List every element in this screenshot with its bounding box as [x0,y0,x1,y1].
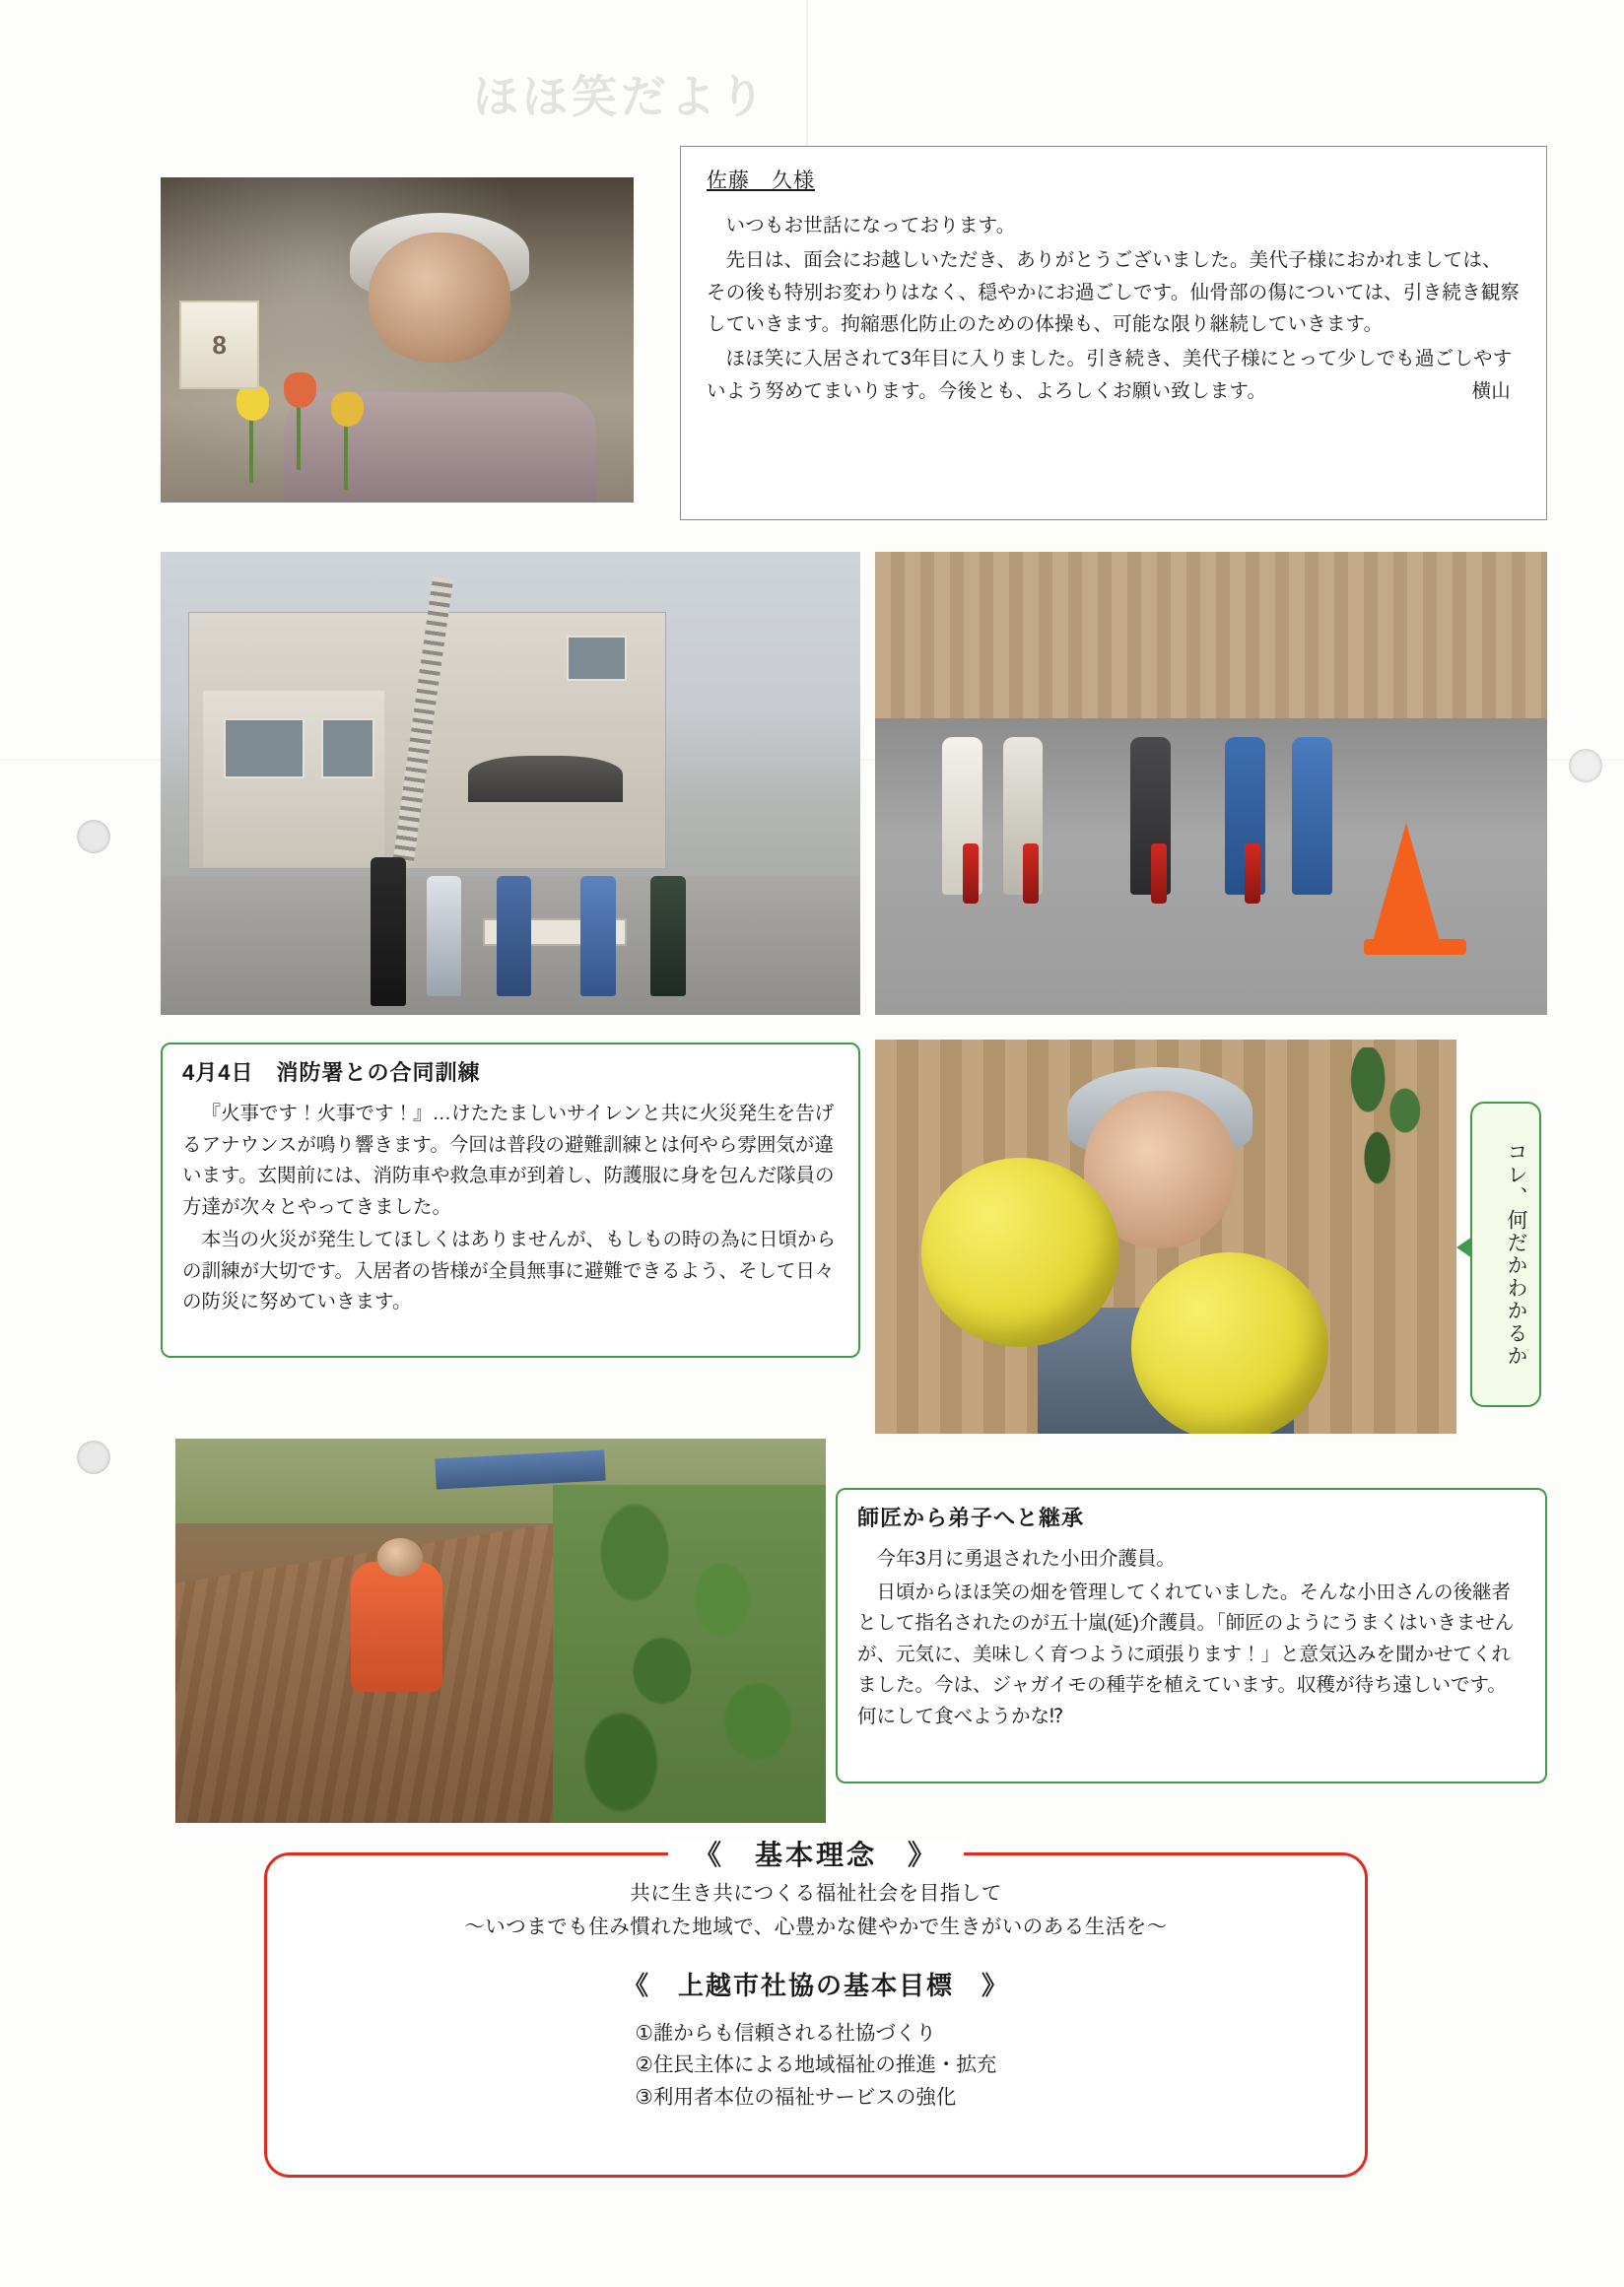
photo-detail-window [321,718,374,777]
ghost-header-text: ほほ笑だより [473,71,769,122]
photo-detail-firefighter [650,876,686,996]
punch-hole [77,820,110,853]
philosophy-goal-list [636,2018,997,2115]
succession-article-paragraph: 日頃からほほ笑の畑を管理してくれていました。そんな小田さんの後継者として指名されたのが五十嵐(延)介護員。「師匠のようにうまくはいきませんが、元気に、美味しく育つように頑張ります！」と意気込みを聞かせてくれました。今は、ジャガイモの種芋を植えています。収穫が待ち遠しいです。何にして食べようかな⁉ [857,1581,1515,1727]
letter-paragraph-text: ほほ笑に入居されて3年目に入りました。引き続き、美代子様にとって少しでも過ごしやすいよう努めてまいります。今後とも、よろしくお願い致します。 [707,348,1513,402]
photo-detail-worker [351,1562,441,1693]
succession-article-paragraph: 今年3月に勇退された小田介護員。 [876,1548,1176,1570]
photo-detail-firefighter [427,876,462,996]
philosophy-title [267,1834,1365,1873]
speech-balloon-text: コレ、何だかわかるか [1505,1141,1527,1368]
resident-portrait-photo [161,177,634,503]
photo-detail-firefighter [497,876,532,996]
photo-detail-firefighter [371,857,406,1005]
photo-detail-fire-extinguisher [1151,843,1167,904]
photo-detail-window [224,718,304,777]
photo-detail-tulip [331,392,365,490]
photo-detail-crops [553,1485,826,1823]
philosophy-goal-item: ②住民主体による地域福祉の推進・拡充 [635,2053,997,2077]
photo-detail-entrance-canopy [468,756,622,802]
succession-article-box [836,1488,1547,1783]
photo-detail-fire-extinguisher [1245,843,1260,904]
punch-hole [1569,749,1602,782]
philosophy-subtitle: 《 上越市社協の基本目標 》 [622,1970,1009,2000]
philosophy-title-text: 《 基本理念 》 [668,1840,964,1870]
letter-signature: 横山 [1471,379,1511,402]
letter-recipient: 佐藤 久様 [707,169,815,192]
photo-detail-fire-extinguisher [1023,843,1039,904]
photo-detail-plant [1340,1047,1433,1205]
photo-detail-cone-base [1364,939,1466,955]
photo-detail-tulip [284,372,317,470]
photo-detail-number-card: 8 [179,301,259,389]
photo-detail-face [369,233,510,363]
drill-article-paragraph: 本当の火災が発生してほしくはありませんが、もしもの時の為に日頃からの訓練が大切です。入居者の皆様が全員無事に避難できるよう、そして日々の防災に努めていきます。 [182,1229,837,1313]
photo-detail-worker-head [377,1538,423,1577]
photo-detail-fruit [921,1158,1119,1347]
letter-paragraph [707,343,1521,408]
drill-article-heading: 4月4日 消防署との合同訓練 [182,1060,481,1085]
photo-detail-window [567,636,627,681]
philosophy-line: 共に生き共につくる福祉社会を目指して [630,1882,1002,1905]
photo-detail-staff [1292,737,1332,895]
drill-article-paragraph: 『火事です！火事です！』…けたたましいサイレンと共に火災発生を告げるアナウンスが鳴り響きます。今回は普段の避難訓練とは何やら雰囲気が違います。玄関前には、消防車や救急車が到着し、防護服に身を包んだ隊員の方達が次々とやってきました。 [182,1103,835,1218]
philosophy-line: 〜いつまでも住み慣れた地域で、心豊かな健やかで生きがいのある生活を〜 [464,1915,1168,1938]
succession-article-heading: 師匠から弟子へと継承 [857,1506,1085,1530]
photo-detail-tulip [237,385,270,483]
letter-body [707,210,1521,408]
letter-paragraph: いつもお世話になっております。 [725,215,1016,236]
philosophy-goal-item: ③利用者本位の福祉サービスの強化 [635,2086,957,2110]
photo-detail-building-annex [203,691,385,867]
photo-detail-fire-extinguisher [963,843,979,904]
photo-detail-traffic-cone [1373,823,1440,941]
extinguisher-training-photo [875,552,1547,1015]
fire-drill-photo [161,552,860,1015]
photo-detail-wall [875,552,1547,718]
drill-article-box [161,1043,860,1358]
letter-paragraph: 先日は、面会にお越しいただき、ありがとうございました。美代子様におかれましては、その後も特別お変わりはなく、穏やかにお過ごしです。仙骨部の傷については、引き続き観察していきます。拘縮悪化防止のための体操も、可能な限り継続していきます。 [707,248,1521,336]
philosophy-box [264,1840,1368,2178]
resident-holding-fruit-photo [875,1040,1456,1434]
potato-planting-photo [175,1439,826,1823]
photo-detail-fruit [1131,1252,1329,1434]
photo-detail-firefighter [580,876,616,996]
letter-box [680,146,1547,520]
punch-hole [77,1441,110,1474]
speech-balloon [1470,1102,1541,1407]
philosophy-goal-item: ①誰からも信頼される社協づくり [635,2021,936,2045]
